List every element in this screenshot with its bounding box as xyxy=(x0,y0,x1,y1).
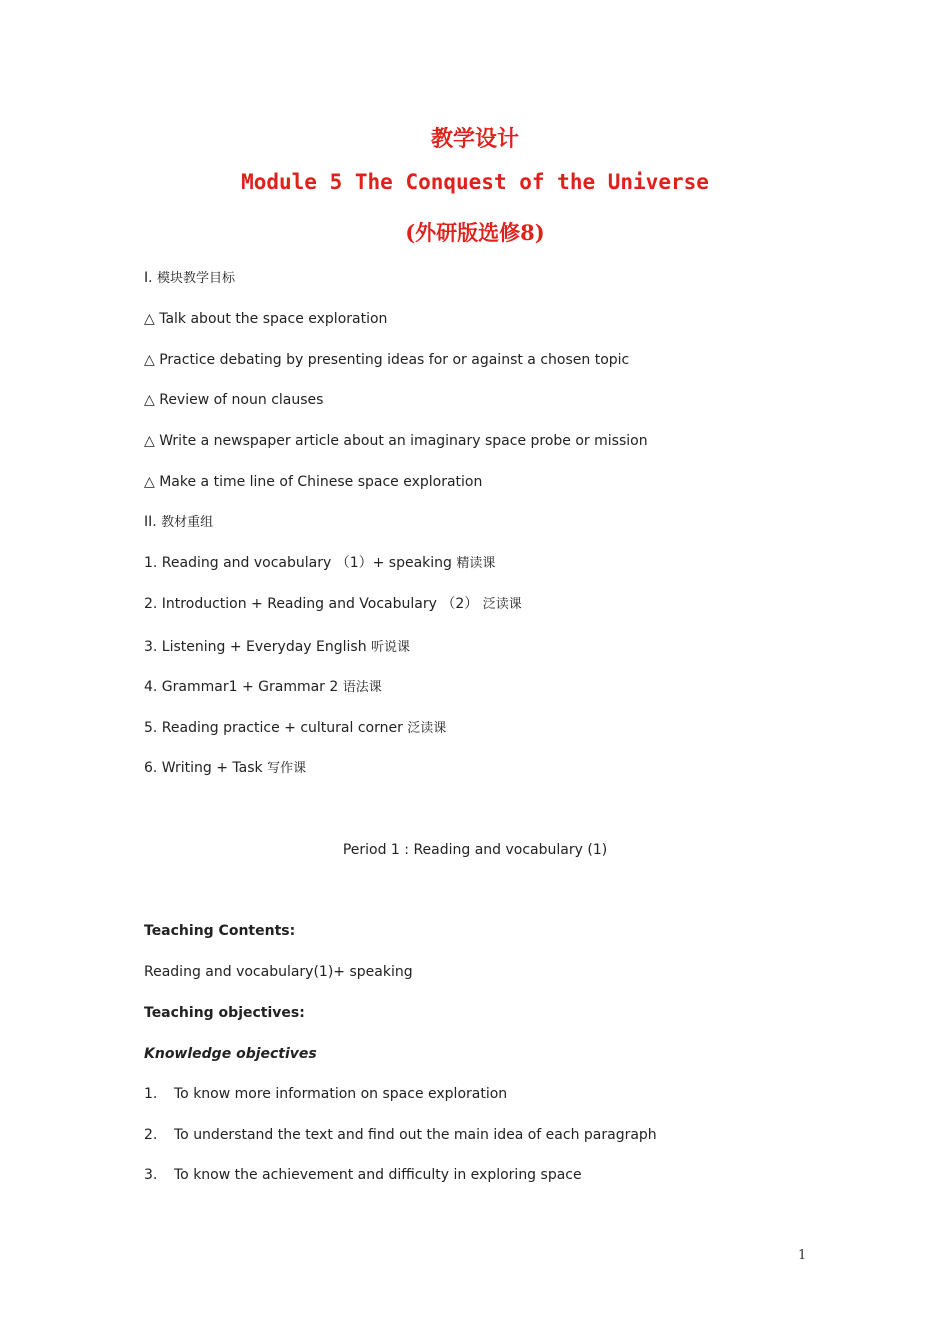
objective-bullet: △ Make a time line of Chinese space exploration xyxy=(144,474,483,490)
objective-num: 1. xyxy=(144,1086,158,1102)
teaching-contents-text: Reading and vocabulary(1)+ speaking xyxy=(144,964,413,980)
objective-bullet: △ Talk about the space exploration xyxy=(144,311,388,327)
teaching-objectives-heading: Teaching objectives: xyxy=(144,1005,305,1021)
objective-num: 3. xyxy=(144,1167,158,1183)
lesson-text: 1. Reading and vocabulary （1）+ speaking xyxy=(144,555,457,571)
lesson-tag: 写作课 xyxy=(267,761,307,776)
objective-bullet: △ Review of noun clauses xyxy=(144,392,324,408)
lesson-item xyxy=(144,637,410,658)
title-cn: 教学设计 xyxy=(430,126,519,152)
title-en: Module 5 The Conquest of the Universe xyxy=(241,170,709,194)
lesson-tag: 泛读课 xyxy=(407,721,447,736)
section1-label: 模块教学目标 xyxy=(157,271,236,286)
lesson-item xyxy=(144,718,446,739)
section2-label: 教材重组 xyxy=(161,515,214,530)
section1-num: I. xyxy=(144,270,153,286)
lesson-tag: 语法课 xyxy=(342,680,382,695)
teaching-contents-heading: Teaching Contents: xyxy=(144,923,296,939)
objective-num: 2. xyxy=(144,1127,158,1143)
objective-text: To know more information on space exploration xyxy=(174,1086,508,1102)
section2-num: II. xyxy=(144,514,157,530)
lesson-tag: 听说课 xyxy=(371,640,411,655)
lesson-tag: 精读课 xyxy=(456,556,496,571)
objective-item xyxy=(144,1165,582,1185)
objective-text: To understand the text and find out the main idea of each paragraph xyxy=(174,1127,657,1143)
objective-item xyxy=(144,1125,657,1145)
lesson-item xyxy=(144,553,495,574)
objective-text: To know the achievement and difficulty in exploring space xyxy=(174,1167,582,1183)
period-heading: Period 1 : Reading and vocabulary (1) xyxy=(342,842,608,858)
objective-bullet: △ Write a newspaper article about an imaginary space probe or mission xyxy=(144,433,648,449)
lesson-item xyxy=(144,594,522,615)
lesson-text: 4. Grammar1 + Grammar 2 xyxy=(144,679,343,695)
lesson-tag: 泛读课 xyxy=(482,597,522,612)
lesson-item xyxy=(144,758,306,779)
knowledge-objectives-heading: Knowledge objectives xyxy=(144,1046,317,1062)
lesson-text: 6. Writing + Task xyxy=(144,760,268,776)
lesson-text: 3. Listening + Everyday English xyxy=(144,639,372,655)
page-number: 1 xyxy=(798,1248,807,1263)
objective-bullet: △ Practice debating by presenting ideas for or against a chosen topic xyxy=(144,352,630,368)
subtitle: (外研版选修8) xyxy=(405,220,545,245)
lesson-item xyxy=(144,677,382,698)
lesson-text: 5. Reading practice + cultural corner xyxy=(144,720,403,736)
objective-item xyxy=(144,1084,507,1104)
lesson-text: 2. Introduction + Reading and Vocabulary （2） xyxy=(144,596,483,612)
section2-heading xyxy=(144,512,213,533)
section1-heading xyxy=(144,268,235,289)
